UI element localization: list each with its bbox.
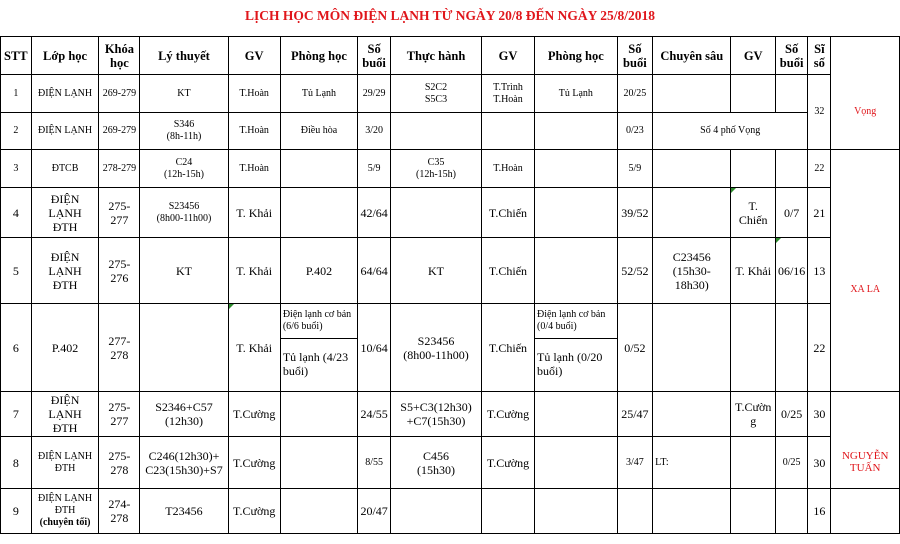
cell-ly-thuyet: S2346+C57 (12h30)	[140, 392, 228, 437]
cell-gv	[731, 304, 776, 392]
header-gv: GV	[731, 37, 776, 75]
cell-gv: T. Khải	[228, 238, 280, 304]
cell-khoa-hoc: 277-278	[99, 304, 140, 392]
cell-gv	[731, 437, 776, 489]
cell-gv	[731, 75, 776, 113]
cell-khoa-hoc: 275-276	[99, 238, 140, 304]
lop-hoc-note: (chuyên tối)	[39, 517, 91, 528]
cell-phong-hoc: Điều hòa	[280, 113, 357, 150]
cell-gv	[481, 113, 534, 150]
cell-phong-hoc	[535, 489, 618, 534]
cell-so-buoi: 0/23	[617, 113, 653, 150]
cell-phong-hoc	[280, 304, 357, 392]
cell-gv: T.Hoàn	[481, 150, 534, 188]
cell-stt: 9	[1, 489, 32, 534]
cell-chuyen-sau	[653, 188, 731, 238]
cell-phong-hoc	[280, 392, 357, 437]
location-cell-blank	[831, 392, 900, 437]
header-gv: GV	[481, 37, 534, 75]
cell-thuc-hanh: C456 (15h30)	[391, 437, 482, 489]
header-so-buoi: Số buổi	[775, 37, 807, 75]
cell-thuc-hanh: S2C2 S5C3	[391, 75, 482, 113]
cell-so-buoi: 3/20	[358, 113, 391, 150]
location-cell-blank	[831, 37, 900, 75]
table-row	[1, 304, 900, 392]
cell-lop-hoc: ĐIỆN LẠNH ĐTH	[31, 188, 99, 238]
cell-so-buoi: 0/52	[617, 304, 653, 392]
cell-so-buoi: 52/52	[617, 238, 653, 304]
location-xa-la: XA LA	[831, 188, 900, 392]
cell-khoa-hoc: 269-279	[99, 75, 140, 113]
cell-thuc-hanh: C35 (12h-15h)	[391, 150, 482, 188]
cell-stt: 2	[1, 113, 32, 150]
cell-chuyen-sau	[653, 150, 731, 188]
cell-ly-thuyet: C24 (12h-15h)	[140, 150, 228, 188]
cell-so-buoi: 06/16	[775, 238, 807, 304]
header-thuc-hanh: Thực hành	[391, 37, 482, 75]
cell-lop-hoc: ĐIỆN LẠNH ĐTH	[31, 238, 99, 304]
table-row	[1, 489, 900, 534]
cell-gv: T.Cường	[228, 437, 280, 489]
cell-stt: 7	[1, 392, 32, 437]
page-title: LỊCH HỌC MÔN ĐIỆN LẠNH TỪ NGÀY 20/8 ĐẾN NGÀY 25/8/2018	[244, 8, 656, 23]
cell-thuc-hanh	[391, 188, 482, 238]
cell-khoa-hoc: 274-278	[99, 489, 140, 534]
cell-phong-hoc	[535, 238, 618, 304]
cell-gv: T. Khải	[228, 188, 280, 238]
cell-chuyen-sau-location: Số 4 phố Vọng	[653, 113, 808, 150]
cell-so-buoi: 42/64	[358, 188, 391, 238]
cell-phong-hoc	[535, 113, 618, 150]
cell-gv: T.Hoàn	[228, 75, 280, 113]
cell-phong-hoc: P.402	[280, 238, 357, 304]
cell-so-buoi	[617, 489, 653, 534]
cell-lop-hoc: ĐIỆN LẠNH	[31, 113, 99, 150]
table-row	[1, 392, 900, 437]
cell-so-buoi: 24/55	[358, 392, 391, 437]
cell-so-buoi: 25/47	[617, 392, 653, 437]
header-so-buoi: Số buổi	[358, 37, 391, 75]
cell-lop-hoc: ĐIỆN LẠNH ĐTH	[31, 437, 99, 489]
cell-phong-hoc	[280, 489, 357, 534]
cell-phong-hoc	[535, 392, 618, 437]
cell-khoa-hoc: 275-277	[99, 392, 140, 437]
cell-thuc-hanh: S23456 (8h00-11h00)	[391, 304, 482, 392]
cell-gv: T.Cườn g	[731, 392, 776, 437]
cell-si-so: 30	[808, 437, 831, 489]
cell-so-buoi: 0/25	[775, 437, 807, 489]
cell-so-buoi: 3/47	[617, 437, 653, 489]
cell-thuc-hanh: KT	[391, 238, 482, 304]
cell-si-so: 22	[808, 150, 831, 188]
phong-hoc-sub-fridge: Tủ lạnh (4/23 buổi)	[282, 350, 349, 378]
cell-stt: 6	[1, 304, 32, 392]
cell-chuyen-sau	[653, 304, 731, 392]
cell-phong-hoc	[535, 437, 618, 489]
header-lop-hoc: Lớp học	[31, 37, 99, 75]
cell-ly-thuyet: KT	[140, 238, 228, 304]
cell-gv: T.Chiến	[481, 304, 534, 392]
cell-stt: 5	[1, 238, 32, 304]
cell-so-buoi: 8/55	[358, 437, 391, 489]
cell-chuyen-sau	[653, 75, 731, 113]
cell-so-buoi: 20/47	[358, 489, 391, 534]
cell-chuyen-sau: LT:	[653, 437, 731, 489]
header-stt: STT	[1, 37, 32, 75]
cell-so-buoi: 39/52	[617, 188, 653, 238]
header-khoa-hoc: Khóa học	[99, 37, 140, 75]
lop-hoc-name: ĐIỆN LẠNH ĐTH	[37, 493, 93, 516]
cell-stt: 1	[1, 75, 32, 113]
cell-thuc-hanh: S5+C3(12h30) +C7(15h30)	[391, 392, 482, 437]
cell-ly-thuyet: KT	[140, 75, 228, 113]
cell-gv	[481, 489, 534, 534]
cell-so-buoi: 29/29	[358, 75, 391, 113]
location-vong: Vọng	[831, 75, 900, 150]
cell-lop-hoc: ĐIỆN LẠNH	[31, 75, 99, 113]
cell-gv: T. Chiến	[731, 188, 776, 238]
phong-hoc-sub-basic: Điện lạnh cơ bản (6/6 buổi)	[281, 304, 357, 339]
cell-gv: T.Cường	[228, 392, 280, 437]
cell-si-so: 16	[808, 489, 831, 534]
cell-so-buoi: 0/7	[775, 188, 807, 238]
cell-so-buoi: 5/9	[617, 150, 653, 188]
cell-khoa-hoc: 269-279	[99, 113, 140, 150]
cell-ly-thuyet: C246(12h30)+ C23(15h30)+S7	[140, 437, 228, 489]
header-phong-hoc: Phòng học	[535, 37, 618, 75]
cell-gv: T.Hoàn	[228, 150, 280, 188]
cell-phong-hoc	[535, 188, 618, 238]
cell-thuc-hanh	[391, 113, 482, 150]
cell-phong-hoc	[535, 304, 618, 392]
cell-so-buoi	[775, 75, 807, 113]
location-nguyen-tuan: NGUYỄN TUẤN	[831, 437, 900, 489]
cell-lop-hoc: P.402	[31, 304, 99, 392]
header-ly-thuyet: Lý thuyết	[140, 37, 228, 75]
schedule-table	[0, 36, 900, 534]
phong-hoc-sub-fridge: Tủ lạnh (0/20 buổi)	[537, 350, 603, 378]
cell-so-buoi: 20/25	[617, 75, 653, 113]
cell-si-so: 13	[808, 238, 831, 304]
header-gv: GV	[228, 37, 280, 75]
table-row	[1, 113, 900, 150]
header-chuyen-sau: Chuyên sâu	[653, 37, 731, 75]
cell-stt: 4	[1, 188, 32, 238]
cell-phong-hoc: Tủ Lạnh	[280, 75, 357, 113]
cell-phong-hoc	[535, 150, 618, 188]
table-row	[1, 75, 900, 113]
cell-si-so: 32	[808, 75, 831, 150]
cell-so-buoi	[775, 150, 807, 188]
cell-stt: 3	[1, 150, 32, 188]
cell-so-buoi	[775, 489, 807, 534]
cell-gv: T.Cường	[481, 437, 534, 489]
cell-chuyen-sau	[653, 392, 731, 437]
cell-ly-thuyet: T23456	[140, 489, 228, 534]
cell-gv: T.Chiến	[481, 188, 534, 238]
cell-khoa-hoc: 275-278	[99, 437, 140, 489]
cell-gv	[731, 489, 776, 534]
cell-thuc-hanh	[391, 489, 482, 534]
table-header-row	[1, 37, 900, 75]
header-so-buoi: Số buổi	[617, 37, 653, 75]
cell-so-buoi	[775, 304, 807, 392]
cell-phong-hoc	[280, 188, 357, 238]
cell-so-buoi: 64/64	[358, 238, 391, 304]
cell-ly-thuyet: S346 (8h-11h)	[140, 113, 228, 150]
table-row	[1, 437, 900, 489]
table-row	[1, 150, 900, 188]
header-phong-hoc: Phòng học	[280, 37, 357, 75]
cell-so-buoi: 10/64	[358, 304, 391, 392]
cell-gv: T.Cường	[481, 392, 534, 437]
cell-gv: T.Chiến	[481, 238, 534, 304]
cell-si-so: 30	[808, 392, 831, 437]
cell-gv	[731, 150, 776, 188]
cell-lop-hoc: ĐIỆN LẠNH ĐTH	[31, 392, 99, 437]
cell-phong-hoc	[280, 437, 357, 489]
cell-lop-hoc	[31, 489, 99, 534]
cell-khoa-hoc: 278-279	[99, 150, 140, 188]
cell-si-so: 21	[808, 188, 831, 238]
cell-gv: T.Cường	[228, 489, 280, 534]
cell-ly-thuyet	[140, 304, 228, 392]
header-si-so: Sĩ số	[808, 37, 831, 75]
cell-lop-hoc: ĐTCB	[31, 150, 99, 188]
cell-so-buoi: 0/25	[775, 392, 807, 437]
cell-ly-thuyet: S23456 (8h00-11h00)	[140, 188, 228, 238]
cell-gv: T. Khải	[228, 304, 280, 392]
cell-si-so: 22	[808, 304, 831, 392]
cell-gv: T.Hoàn	[228, 113, 280, 150]
table-row	[1, 188, 900, 238]
cell-khoa-hoc: 275-277	[99, 188, 140, 238]
cell-phong-hoc: Tủ Lạnh	[535, 75, 618, 113]
cell-chuyen-sau: C23456 (15h30- 18h30)	[653, 238, 731, 304]
location-cell-blank	[831, 150, 900, 188]
location-cell-blank	[831, 489, 900, 534]
cell-so-buoi: 5/9	[358, 150, 391, 188]
cell-gv: T.Trình T.Hoàn	[481, 75, 534, 113]
cell-chuyen-sau	[653, 489, 731, 534]
phong-hoc-sub-basic: Điện lạnh cơ bản (0/4 buổi)	[535, 304, 617, 339]
cell-stt: 8	[1, 437, 32, 489]
cell-gv: T. Khải	[731, 238, 776, 304]
cell-phong-hoc	[280, 150, 357, 188]
table-row	[1, 238, 900, 304]
